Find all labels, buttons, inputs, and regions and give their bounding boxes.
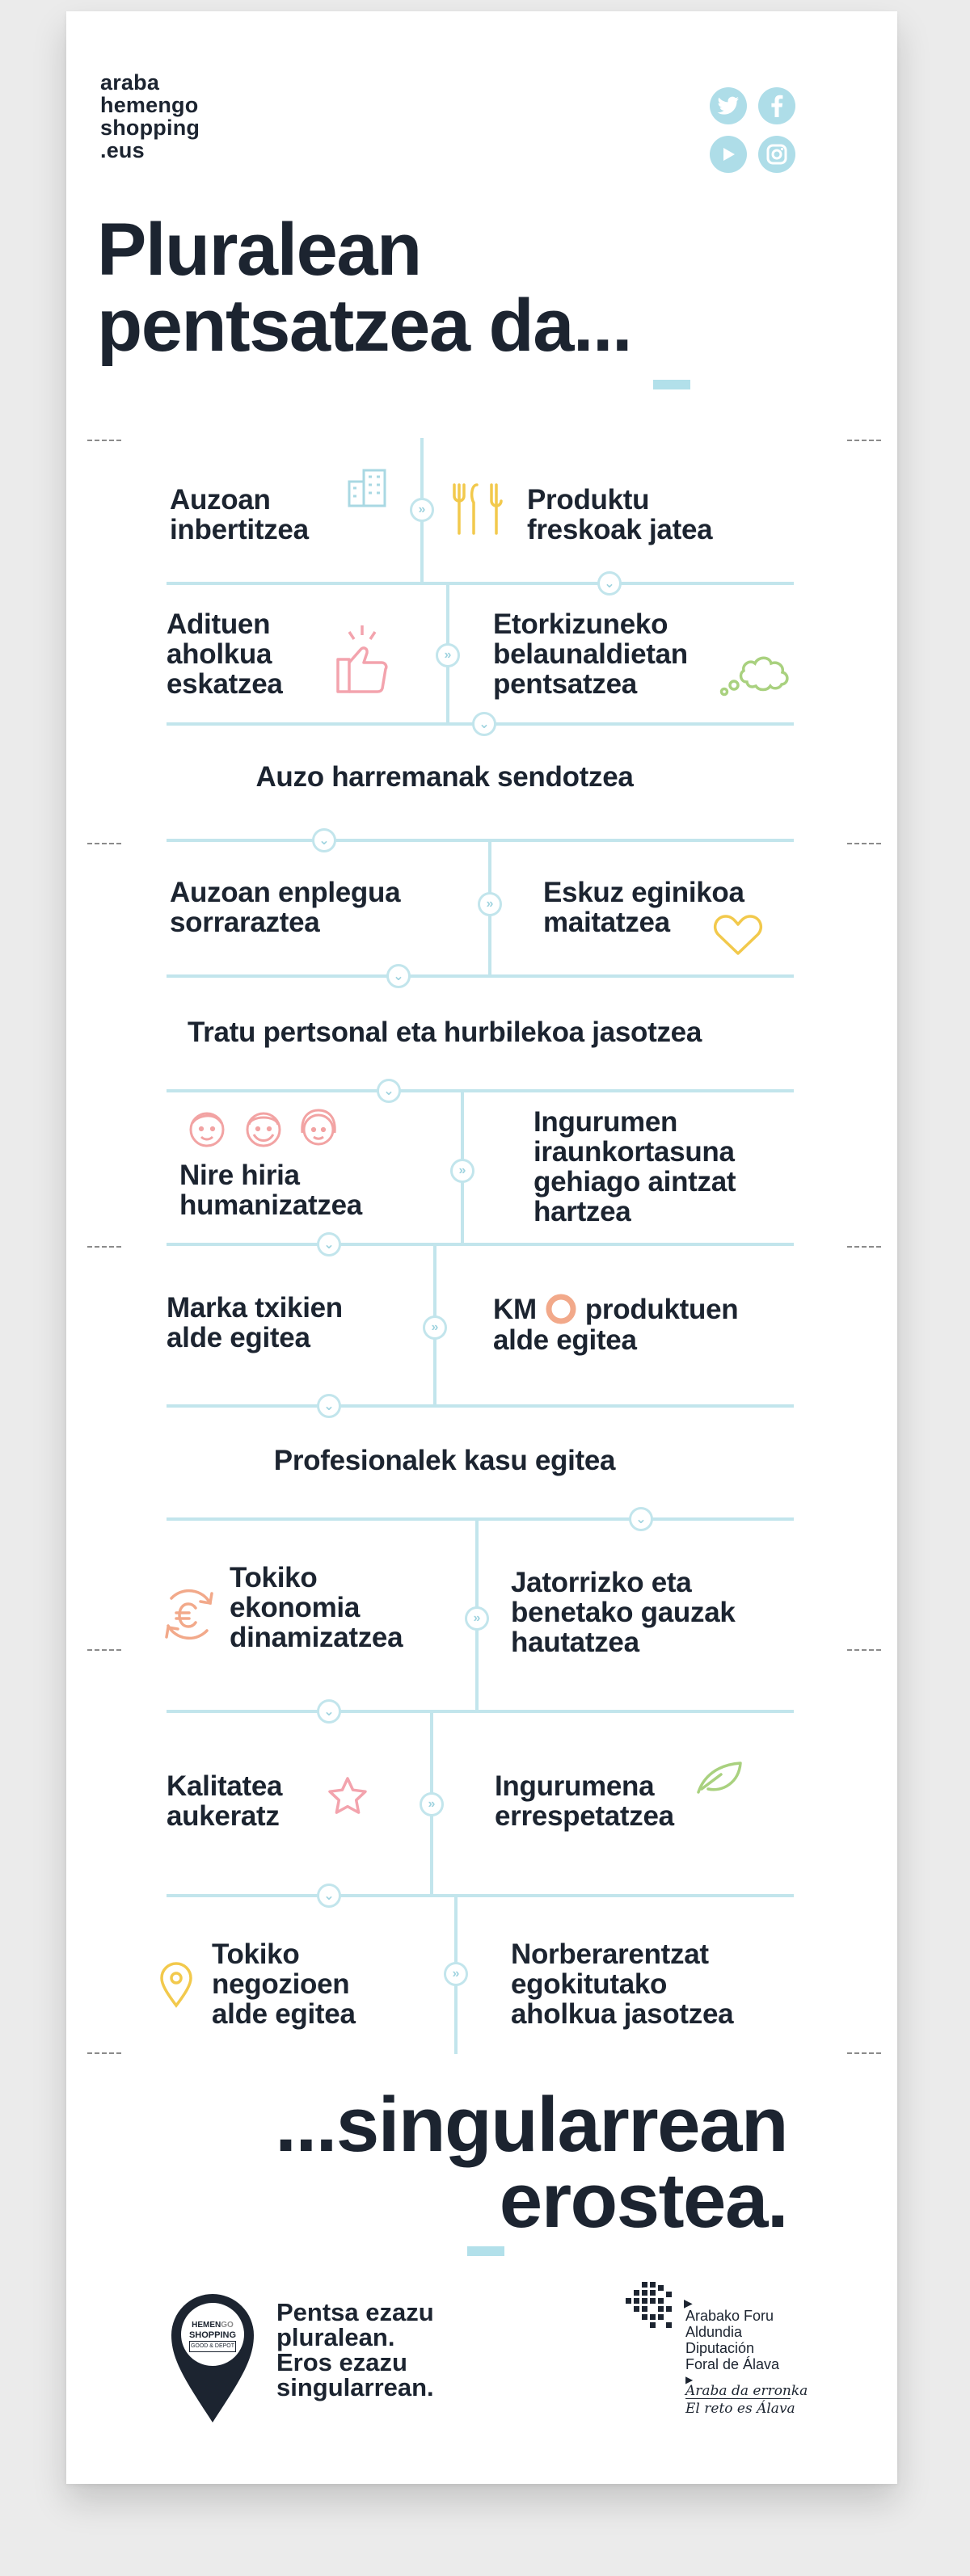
hero-line-2: pentsatzea da... <box>97 284 632 367</box>
flow-line <box>167 1894 794 1897</box>
accent-bar <box>653 380 690 389</box>
item-line: Nire hiria <box>179 1160 300 1191</box>
thumbs-up-icon <box>335 622 396 702</box>
hero-line-1: Pluralean <box>97 208 421 291</box>
item-line: alde egitea <box>212 1998 356 2030</box>
logo-main: SHOPPING <box>188 2330 237 2340</box>
institution-line: Foral de Álava <box>685 2356 780 2372</box>
item-kalitatea <box>167 1771 282 1831</box>
crop-mark <box>87 843 121 844</box>
heart-icon <box>713 913 763 961</box>
item-nire-hiria <box>179 1160 362 1220</box>
flow-node-down: ⌄ <box>597 571 622 596</box>
flow-node-right: » <box>450 1159 474 1183</box>
logo-top: HEMEN <box>192 2321 221 2330</box>
crop-mark <box>847 843 881 844</box>
band-tratu-pertsonal: Tratu pertsonal eta hurbilekoa jasotzea <box>188 1017 702 1048</box>
km0-rest: produktuen <box>584 1293 739 1325</box>
slogan-line: pluralean. <box>276 2323 395 2351</box>
flow-node-down: ⌄ <box>317 1394 341 1418</box>
item-line: Etorkizuneko <box>493 608 668 640</box>
item-ingurumena <box>495 1771 674 1831</box>
arrow-marker-icon: ▶ <box>685 2374 694 2385</box>
crop-mark <box>87 440 121 441</box>
item-line: Eskuz eginikoa <box>543 877 744 908</box>
flow-node-down: ⌄ <box>629 1507 653 1531</box>
institution-line: Diputación <box>685 2340 755 2356</box>
flow-node-down: ⌄ <box>317 1699 341 1724</box>
arrow-marker-icon: ▶ <box>684 2296 693 2309</box>
flow-node-down: ⌄ <box>386 964 411 988</box>
item-line: aukeratz <box>167 1800 280 1832</box>
brand-line: araba <box>100 70 160 95</box>
item-line: iraunkortasuna <box>534 1136 735 1168</box>
slogan-line: singularrean. <box>276 2373 434 2401</box>
accent-bar <box>467 2246 504 2256</box>
diputacion-emblem-icon <box>622 2280 677 2336</box>
brand-line: shopping <box>100 116 200 140</box>
km0-km: KM <box>493 1293 537 1325</box>
flow-line <box>167 1243 794 1246</box>
item-line: hautatzea <box>511 1627 639 1658</box>
item-line: Auzoan enplegua <box>170 877 401 908</box>
item-ingurumen-iraunkortasuna <box>534 1107 736 1227</box>
item-auzoan-inbertitzea <box>170 485 309 545</box>
brand-wordmark <box>100 71 200 162</box>
item-line: eskatzea <box>167 668 283 700</box>
cutlery-icon <box>451 480 504 542</box>
crop-mark <box>847 2052 881 2054</box>
item-produktu-freskoak <box>527 485 712 545</box>
instagram-icon[interactable] <box>758 136 795 173</box>
item-line: Norberarentzat <box>511 1938 709 1970</box>
flow-node-down: ⌄ <box>317 1232 341 1256</box>
item-line: maitatzea <box>543 907 670 938</box>
zero-ring-icon <box>545 1293 577 1325</box>
footer-slogan <box>276 2300 434 2400</box>
buildings-icon <box>346 465 390 513</box>
crop-mark <box>87 2052 121 2054</box>
flow-line <box>167 1517 794 1521</box>
item-line: Kalitatea <box>167 1770 283 1802</box>
cloud-icon <box>719 642 797 702</box>
flow-node-right: » <box>436 643 460 667</box>
hero-title <box>97 208 632 367</box>
item-line: belaunaldietan <box>493 638 688 670</box>
item-line: inbertitzea <box>170 514 309 545</box>
flow-line <box>167 839 794 842</box>
flow-node-right: » <box>423 1315 447 1340</box>
motto-line: El reto es Álava <box>685 2401 795 2417</box>
item-line: pentsatzea <box>493 668 637 700</box>
item-line: aholkua jasotzea <box>511 1998 734 2030</box>
item-adituen-aholkua <box>167 609 283 699</box>
item-jatorrizko <box>511 1568 736 1657</box>
item-tokiko-ekonomia <box>230 1563 403 1652</box>
crop-mark <box>847 1649 881 1651</box>
flow-node-right: » <box>478 892 502 916</box>
item-line: gehiago aintzat <box>534 1166 736 1198</box>
item-line: alde egitea <box>167 1322 310 1353</box>
item-line: egokitutako <box>511 1968 668 2000</box>
youtube-icon[interactable] <box>710 136 747 173</box>
crop-mark <box>87 1246 121 1248</box>
item-line: freskoak jatea <box>527 514 713 545</box>
item-line: aholkua <box>167 638 272 670</box>
item-line: Tokiko <box>212 1938 300 1970</box>
item-line: ekonomia <box>230 1592 360 1623</box>
item-line: hartzea <box>534 1196 631 1227</box>
closing-line-2: erostea. <box>499 2157 787 2244</box>
institution-motto <box>685 2382 808 2418</box>
item-marka-txikien <box>167 1293 343 1353</box>
flow-node-right: » <box>444 1962 468 1986</box>
closing-line-1: ...singularrean <box>275 2081 787 2168</box>
item-line: Ingurumena <box>495 1770 655 1802</box>
item-line: Adituen <box>167 608 271 640</box>
flow-node-down: ⌄ <box>312 828 336 852</box>
faces-icon <box>184 1105 343 1156</box>
item-line: humanizatzea <box>179 1189 362 1221</box>
item-line: sorraraztea <box>170 907 320 938</box>
institution-line: Arabako Foru <box>685 2308 774 2324</box>
item-line: Auzoan <box>170 484 271 516</box>
crop-mark <box>87 1649 121 1651</box>
item-line: Tokiko <box>230 1562 318 1593</box>
star-icon <box>327 1776 369 1820</box>
item-line: dinamizatzea <box>230 1622 403 1653</box>
motto-line: Araba da erronka <box>685 2383 808 2399</box>
logo-go: GO <box>221 2321 234 2330</box>
brand-line: hemengo <box>100 93 199 117</box>
item-line: benetako gauzak <box>511 1597 736 1628</box>
item-etorkizuneko <box>493 609 688 699</box>
twitter-icon[interactable] <box>710 87 747 124</box>
flow-line <box>167 1404 794 1408</box>
item-line: Produktu <box>527 484 650 516</box>
item-auzoan-enplegua <box>170 878 400 937</box>
flow-line <box>167 974 794 978</box>
flow-node-down: ⌄ <box>317 1884 341 1908</box>
flow-node-right: » <box>420 1792 444 1816</box>
item-line: Ingurumen <box>534 1106 678 1138</box>
flow-node-right: » <box>410 498 434 522</box>
item-tokiko-negozioen <box>212 1939 356 2029</box>
flow-node-right: » <box>465 1606 489 1631</box>
institution-line: Aldundia <box>685 2324 743 2340</box>
item-line: errespetatzea <box>495 1800 674 1832</box>
flow-node-down: ⌄ <box>472 712 496 736</box>
institution-name <box>685 2308 779 2372</box>
item-norberarentzat <box>511 1939 733 2029</box>
slogan-line: Eros ezazu <box>276 2348 407 2376</box>
hemengo-shopping-logo <box>168 2288 257 2424</box>
slogan-line: Pentsa ezazu <box>276 2298 434 2326</box>
band-profesionalek: Profesionalek kasu egitea <box>273 1445 616 1476</box>
euro-cycle-icon <box>160 1585 218 1649</box>
km0-line-1 <box>493 1293 738 1325</box>
item-line: Marka txikien <box>167 1292 343 1324</box>
item-line: Jatorrizko eta <box>511 1567 692 1598</box>
km0-line-2: alde egitea <box>493 1324 637 1356</box>
item-km0 <box>493 1293 738 1355</box>
item-line: negozioen <box>212 1968 350 2000</box>
brand-line: .eus <box>100 138 145 162</box>
band-auzo-harremanak: Auzo harremanak sendotzea <box>255 761 634 793</box>
logo-text <box>184 2319 241 2352</box>
leaf-icon <box>695 1760 744 1799</box>
logo-sub: GOOD & DEPOT <box>189 2341 236 2352</box>
crop-mark <box>847 440 881 441</box>
motto-divider <box>685 2398 791 2399</box>
flow-line <box>167 1089 794 1092</box>
facebook-icon[interactable] <box>758 87 795 124</box>
flow-line <box>167 1710 794 1713</box>
crop-mark <box>847 1246 881 1248</box>
flow-line <box>167 582 794 585</box>
flow-node-down: ⌄ <box>377 1079 401 1103</box>
location-pin-icon <box>158 1962 194 2013</box>
